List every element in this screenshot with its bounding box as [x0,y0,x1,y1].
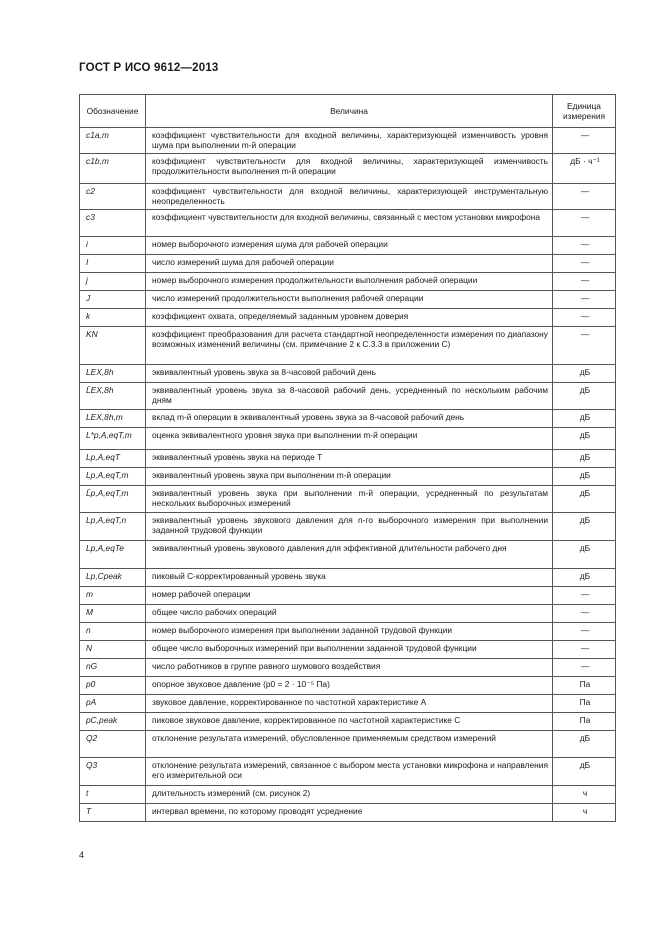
row-symbol: M [80,604,146,622]
row-symbol: N [80,640,146,658]
row-symbol: L̄p,A,eqT,m [80,485,146,512]
table-row [80,712,616,730]
table-row [80,128,616,154]
row-unit: — [553,604,616,622]
row-symbol: nG [80,658,146,676]
row-symbol: p0 [80,676,146,694]
row-unit: ч [553,803,616,821]
table-row [80,540,616,568]
row-quantity: номер выборочного измерения шума для рабочей операции [146,236,553,254]
table-row [80,449,616,467]
row-unit: дБ [553,467,616,485]
row-quantity: общее число выборочных измерений при выполнении заданной трудовой функции [146,640,553,658]
row-quantity: пиковое звуковое давление, корректированное по частотной характеристике C [146,712,553,730]
row-symbol: Lp,A,eqTe [80,540,146,568]
row-symbol: c3 [80,209,146,236]
table-row [80,254,616,272]
table-row [80,757,616,785]
row-unit: Па [553,694,616,712]
row-quantity: оценка эквивалентного уровня звука при выполнении m-й операции [146,427,553,449]
row-quantity: число измерений продолжительности выполнения рабочей операции [146,290,553,308]
document-title: ГОСТ Р ИСО 9612—2013 [79,62,219,74]
row-quantity: коэффициент охвата, определяемый заданным уровнем доверия [146,308,553,326]
row-quantity: эквивалентный уровень звука за 8-часовой рабочий день, усредненный по нескольким рабочим дням [146,382,553,409]
row-symbol: t [80,785,146,803]
row-unit: дБ [553,512,616,540]
table-row [80,658,616,676]
row-quantity: пиковый С-корректированный уровень звука [146,568,553,586]
row-unit: дБ [553,757,616,785]
table-row [80,485,616,512]
row-unit: дБ [553,409,616,427]
row-symbol: Q3 [80,757,146,785]
row-unit: Па [553,676,616,694]
row-unit: дБ [553,730,616,757]
row-quantity: эквивалентный уровень звука при выполнении m-й операции, усредненный по результатам нескольких выборочных измерений [146,485,553,512]
row-quantity: коэффициент чувствительности для входной величины, связанный с местом установки микрофона [146,209,553,236]
row-quantity: эквивалентный уровень звукового давления для n-го выборочного измерения при выполнении заданной трудовой функции [146,512,553,540]
table-row [80,409,616,427]
row-symbol: j [80,272,146,290]
row-quantity: отклонение результата измерений, связанное с выбором места установки микрофона и направления его измерительной оси [146,757,553,785]
table-row [80,326,616,364]
row-unit: — [553,586,616,604]
row-unit: дБ [553,568,616,586]
row-unit: — [553,658,616,676]
row-unit: — [553,290,616,308]
symbols-table [79,94,616,822]
row-unit: дБ [553,364,616,382]
row-quantity: длительность измерений (см. рисунок 2) [146,785,553,803]
table-row [80,272,616,290]
row-unit: — [553,326,616,364]
row-unit: — [553,236,616,254]
table-row [80,209,616,236]
row-quantity: эквивалентный уровень звукового давления для эффективной длительности рабочего дня [146,540,553,568]
table-row [80,568,616,586]
row-quantity: коэффициент чувствительности для входной величины, характеризующей изменчивость продолжительности выполнения m-й операции [146,153,553,183]
row-symbol: c2 [80,183,146,209]
row-symbol: pC,peak [80,712,146,730]
row-symbol: m [80,586,146,604]
table-row [80,183,616,209]
table-row [80,676,616,694]
row-unit: дБ [553,485,616,512]
table-row [80,467,616,485]
row-unit: — [553,622,616,640]
row-symbol: T [80,803,146,821]
table-row [80,308,616,326]
row-quantity: интервал времени, по которому проводят усреднение [146,803,553,821]
table-row [80,153,616,183]
row-symbol: Lp,A,eqT,m [80,467,146,485]
row-unit: ч [553,785,616,803]
row-symbol: L̄EX,8h [80,382,146,409]
row-quantity: коэффициент чувствительности для входной величины, характеризующей инструментальную неопределенность [146,183,553,209]
row-unit: дБ [553,540,616,568]
row-unit: дБ · ч⁻¹ [553,153,616,183]
table-row [80,604,616,622]
row-quantity: эквивалентный уровень звука на периоде T [146,449,553,467]
row-unit: — [553,640,616,658]
table-row [80,427,616,449]
table-row [80,236,616,254]
header-unit: Единица измерения [553,95,616,128]
row-quantity: номер выборочного измерения продолжительности выполнения рабочей операции [146,272,553,290]
row-quantity: число измерений шума для рабочей операции [146,254,553,272]
table-row [80,290,616,308]
row-unit: — [553,209,616,236]
row-quantity: эквивалентный уровень звука за 8-часовой рабочий день [146,364,553,382]
table-row [80,382,616,409]
row-symbol: Lp,A,eqT,n [80,512,146,540]
table-row [80,364,616,382]
row-quantity: коэффициент чувствительности для входной величины, характеризующей изменчивость уровня шума при выполнении m-й операции [146,128,553,154]
page-number: 4 [79,850,85,860]
row-quantity: вклад m-й операции в эквивалентный уровень звука за 8-часовой рабочий день [146,409,553,427]
header-symbol: Обозначение [80,95,146,128]
row-symbol: k [80,308,146,326]
row-symbol: c1b,m [80,153,146,183]
row-quantity: звуковое давление, корректированное по частотной характеристике A [146,694,553,712]
row-unit: — [553,254,616,272]
row-quantity: номер рабочей операции [146,586,553,604]
header-quantity: Величина [146,95,553,128]
row-symbol: KN [80,326,146,364]
row-unit: дБ [553,382,616,409]
table-row [80,586,616,604]
table-row [80,785,616,803]
row-quantity: эквивалентный уровень звука при выполнении m-й операции [146,467,553,485]
row-unit: — [553,183,616,209]
row-quantity: общее число рабочих операций [146,604,553,622]
table-row [80,694,616,712]
row-symbol: Lp,A,eqT [80,449,146,467]
row-unit: — [553,128,616,154]
table-row [80,730,616,757]
row-unit: дБ [553,449,616,467]
row-symbol: LEX,8h [80,364,146,382]
row-quantity: номер выборочного измерения при выполнении заданной трудовой функции [146,622,553,640]
table-header-row [80,95,616,128]
row-unit: — [553,272,616,290]
row-unit: Па [553,712,616,730]
table-row [80,512,616,540]
row-symbol: Q2 [80,730,146,757]
row-quantity: опорное звуковое давление (p0 = 2 · 10⁻⁵ Па) [146,676,553,694]
row-quantity: коэффициент преобразования для расчета стандартной неопределенности измерения по диапазону возможных изменений величины (см. примечание 2 к С.3.3 в приложении С) [146,326,553,364]
row-quantity: число работников в группе равного шумового воздействия [146,658,553,676]
row-symbol: pA [80,694,146,712]
row-symbol: n [80,622,146,640]
row-symbol: c1a,m [80,128,146,154]
row-unit: дБ [553,427,616,449]
table-row [80,622,616,640]
row-symbol: L*p,A,eqT,m [80,427,146,449]
row-symbol: I [80,254,146,272]
row-symbol: J [80,290,146,308]
row-symbol: i [80,236,146,254]
row-unit: — [553,308,616,326]
row-quantity: отклонение результата измерений, обусловленное применяемым средством измерений [146,730,553,757]
row-symbol: LEX,8h,m [80,409,146,427]
row-symbol: Lp,Cpeak [80,568,146,586]
table-row [80,640,616,658]
table-row [80,803,616,821]
